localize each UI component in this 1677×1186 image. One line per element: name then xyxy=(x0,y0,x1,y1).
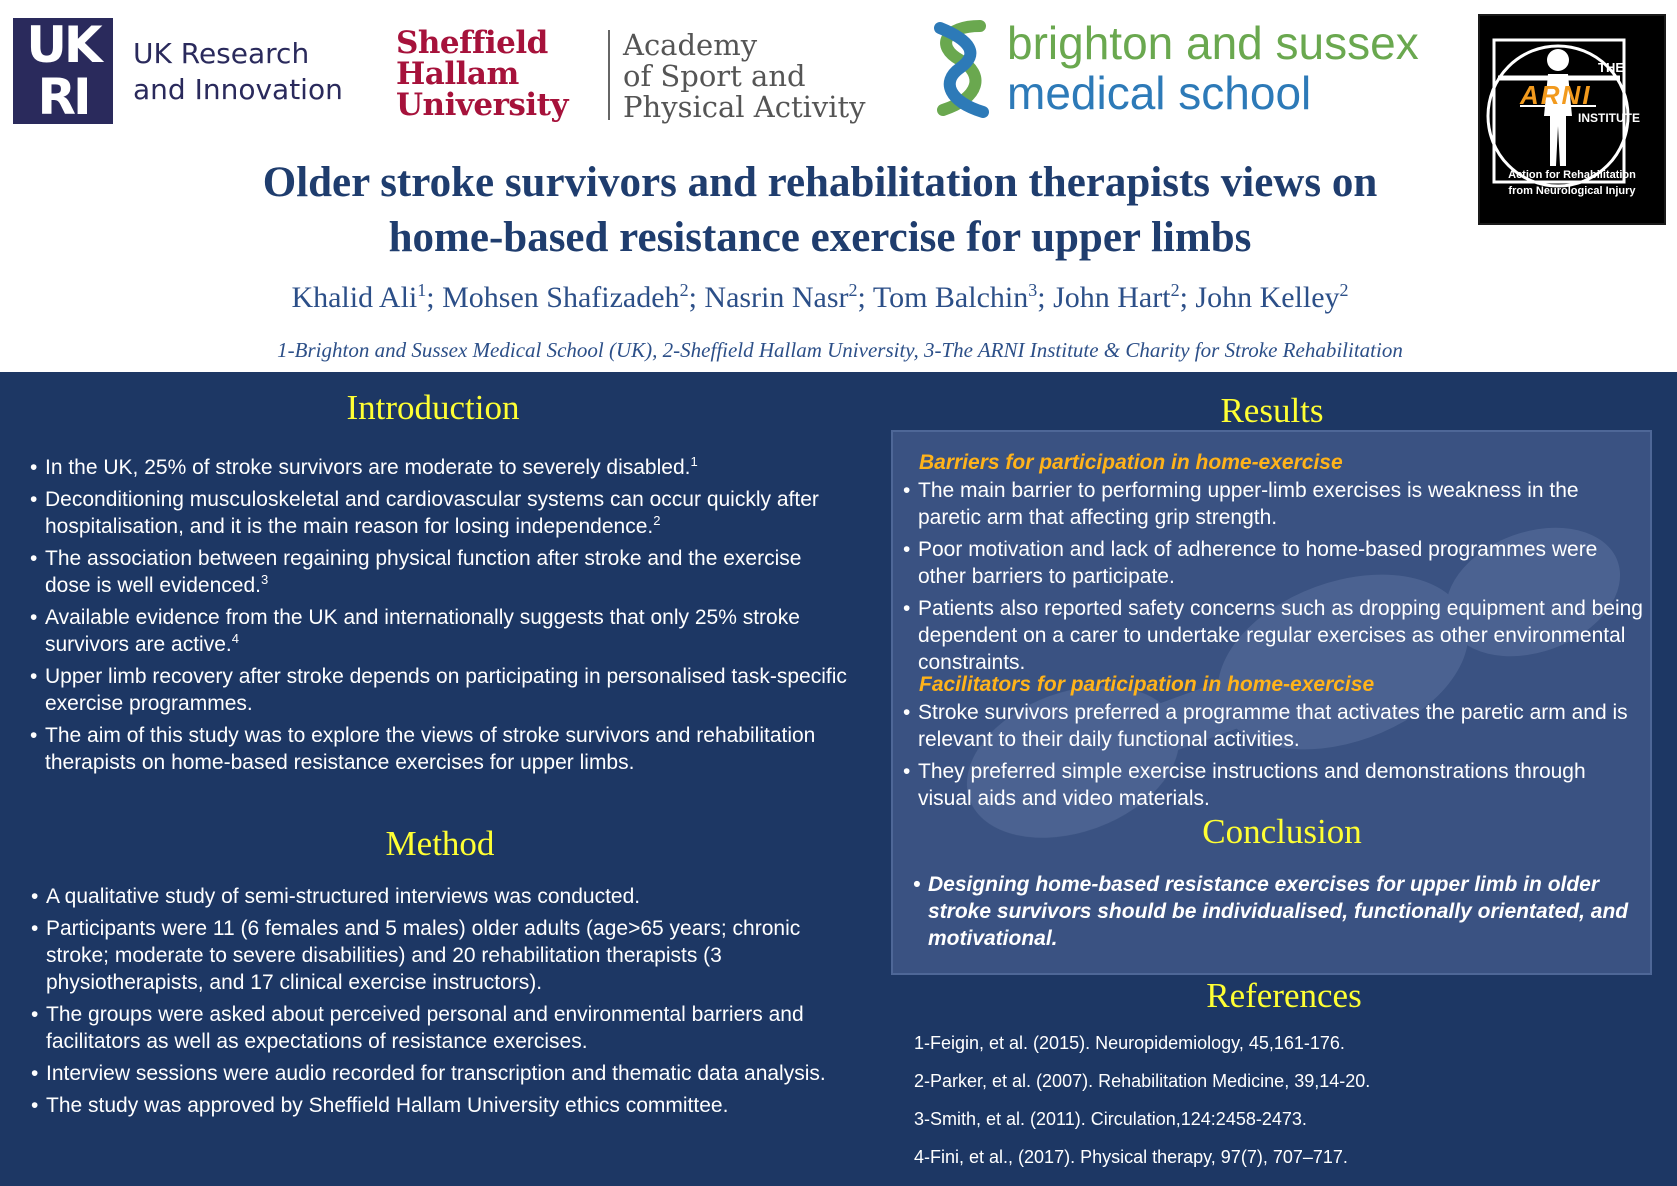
shu-line-1: Sheffield xyxy=(396,25,548,61)
author-name: John Kelley xyxy=(1195,281,1340,314)
barrier-item-text: The main barrier to performing upper-limb exercises is weakness in the paretic arm that affecting grip strength. xyxy=(918,479,1579,529)
poster-title xyxy=(150,155,1490,265)
method-item xyxy=(31,1001,851,1055)
barrier-item-text: Patients also reported safety concerns such as dropping equipment and being dependent on a carer to undertake regular exercises as other environmental constraints. xyxy=(918,597,1643,674)
barrier-item-text: Poor motivation and lack of adherence to home-based programmes were other barriers to participate. xyxy=(918,538,1598,588)
facilitator-item xyxy=(903,699,1643,753)
facilitators-list xyxy=(903,699,1643,817)
method-item-text: The study was approved by Sheffield Hallam University ethics committee. xyxy=(46,1094,729,1117)
facilitator-item xyxy=(903,758,1643,812)
introduction-item xyxy=(30,722,850,776)
author-name: Mohsen Shafizadeh xyxy=(442,281,680,314)
shu-line-3: University xyxy=(396,87,568,123)
introduction-item-text: In the UK, 25% of stroke survivors are moderate to severely disabled. xyxy=(45,456,691,479)
shu-logo xyxy=(396,25,568,123)
logo-divider xyxy=(608,30,610,120)
barrier-item xyxy=(903,536,1643,590)
method-item xyxy=(31,883,851,910)
method-item xyxy=(31,1060,851,1087)
method-heading: Method xyxy=(385,824,495,863)
arni-tagline-1: Action for Rehabilitation xyxy=(1508,169,1636,181)
academy-line-1: Academy xyxy=(623,28,758,62)
citation-number: 1 xyxy=(690,454,698,469)
poster-header xyxy=(0,0,1677,372)
introduction-item xyxy=(30,486,850,540)
title-line-2: home-based resistance exercise for upper limbs xyxy=(388,214,1252,261)
reference-item: 4-Fini, et al., (2017). Physical therapy, 97(7), 707–717. xyxy=(914,1147,1348,1167)
method-item xyxy=(31,1092,851,1119)
barrier-item xyxy=(903,595,1643,676)
introduction-item-text: Deconditioning musculoskeletal and cardiovascular systems can occur quickly after hospitalisation, and it is the main reason for losing independence. xyxy=(45,488,819,538)
ukri-logo-text xyxy=(133,36,343,108)
academy-line-3: Physical Activity xyxy=(623,90,866,124)
author-affiliation-number: 1 xyxy=(417,280,427,300)
conclusion-list xyxy=(913,871,1633,957)
introduction-item xyxy=(30,663,850,717)
ukri-logo-mark xyxy=(13,18,113,124)
author-affiliation-number: 2 xyxy=(679,280,689,300)
method-item-text: A qualitative study of semi-structured interviews was conducted. xyxy=(46,885,641,908)
ukri-mark-line-2: RI xyxy=(37,68,89,126)
conclusion-heading: Conclusion xyxy=(1202,812,1362,851)
author-name: Khalid Ali xyxy=(291,281,418,314)
arni-name-text: ARNI xyxy=(1520,80,1592,110)
bsms-helix-icon xyxy=(925,18,995,118)
introduction-item-text: Available evidence from the UK and internationally suggests that only 25% stroke survivors are active. xyxy=(45,606,800,656)
citation-number: 3 xyxy=(260,572,269,587)
method-list xyxy=(31,883,851,1124)
arni-the-text: THE xyxy=(1598,60,1624,75)
author-name: Tom Balchin xyxy=(872,281,1029,314)
author-affiliation-number: 3 xyxy=(1028,280,1038,300)
arni-institute-text: INSTITUTE xyxy=(1578,111,1640,125)
author-affiliation-number: 2 xyxy=(1339,280,1349,300)
arni-tagline-2: from Neurological Injury xyxy=(1508,185,1636,197)
introduction-item xyxy=(30,454,850,481)
author-list: Khalid Ali$^1$; Mohsen Shafizadeh$^2$; Nasrin Nasr$^2$; Tom Balchin$^3$; John Hart$^2$; John Kelley$^2$ xyxy=(291,280,1349,314)
reference-item: 2-Parker, et al. (2007). Rehabilitation Medicine, 39,14-20. xyxy=(914,1071,1371,1091)
facilitators-heading: Facilitators for participation in home-exercise xyxy=(919,673,1375,696)
method-item-text: Interview sessions were audio recorded for transcription and thematic data analysis. xyxy=(46,1062,826,1085)
method-item-text: The groups were asked about perceived personal and environmental barriers and facilitators as well as expectations of resistance exercises. xyxy=(46,1003,804,1053)
barriers-list xyxy=(903,477,1643,681)
introduction-item-text: Upper limb recovery after stroke depends on participating in personalised task-specific exercise programmes. xyxy=(45,665,847,715)
citation-number: 4 xyxy=(231,631,239,646)
academy-logo-text xyxy=(623,30,866,123)
bsms-logo-text xyxy=(1007,18,1419,118)
ukri-mark-line-1: UK xyxy=(26,16,100,74)
introduction-item-text: The aim of this study was to explore the views of stroke survivors and rehabilitation therapists on home-based resistance exercises for upper limbs. xyxy=(45,724,816,774)
references-heading: References xyxy=(1206,976,1362,1015)
reference-item: 3-Smith, et al. (2011). Circulation,124:2458-2473. xyxy=(914,1109,1307,1129)
ukri-text-line-2: and Innovation xyxy=(133,73,343,106)
citation-number: 2 xyxy=(653,513,661,528)
conclusion-item xyxy=(913,871,1633,952)
method-item-text: Participants were 11 (6 females and 5 males) older adults (age>65 years; chronic stroke; moderate to severe disabilities) and 20 rehabilitation therapists (3 physiotherapists, and 17 clinical exercise instructors). xyxy=(46,917,801,994)
author-name: John Hart xyxy=(1053,281,1171,314)
bsms-line-1: brighton and sussex xyxy=(1007,17,1419,69)
ukri-text-line-1: UK Research xyxy=(133,37,310,70)
barrier-item xyxy=(903,477,1643,531)
introduction-item xyxy=(30,545,850,599)
facilitator-item-text: Stroke survivors preferred a programme that activates the paretic arm and is relevant to their daily functional activities. xyxy=(918,701,1628,751)
arni-institute-logo xyxy=(1478,14,1666,225)
academy-line-2: of Sport and xyxy=(623,59,806,93)
introduction-item xyxy=(30,604,850,658)
barriers-heading: Barriers for participation in home-exercise xyxy=(919,451,1343,474)
introduction-item-text: The association between regaining physical function after stroke and the exercise dose is well evidenced. xyxy=(45,547,802,597)
introduction-heading: Introduction xyxy=(346,388,520,427)
bsms-line-2: medical school xyxy=(1007,67,1312,119)
method-item xyxy=(31,915,851,996)
author-affiliation-number: 2 xyxy=(848,280,858,300)
author-affiliation-number: 2 xyxy=(1170,280,1180,300)
title-line-1: Older stroke survivors and rehabilitation therapists views on xyxy=(262,159,1378,206)
introduction-list xyxy=(30,454,850,781)
shu-line-2: Hallam xyxy=(396,56,519,92)
facilitator-item-text: They preferred simple exercise instructions and demonstrations through visual aids and video materials. xyxy=(918,760,1586,810)
affiliations: 1-Brighton and Sussex Medical School (UK), 2-Sheffield Hallam University, 3-The ARNI Institute & Charity for Stroke Rehabilitation xyxy=(277,338,1403,362)
reference-item: 1-Feigin, et al. (2015). Neuropidemiology, 45,161-176. xyxy=(914,1033,1345,1053)
conclusion-item-text: Designing home-based resistance exercises for upper limb in older stroke survivors should be individualised, functionally orientated, and motivational. xyxy=(928,873,1629,950)
results-heading: Results xyxy=(1220,391,1324,430)
author-name: Nasrin Nasr xyxy=(704,281,849,314)
